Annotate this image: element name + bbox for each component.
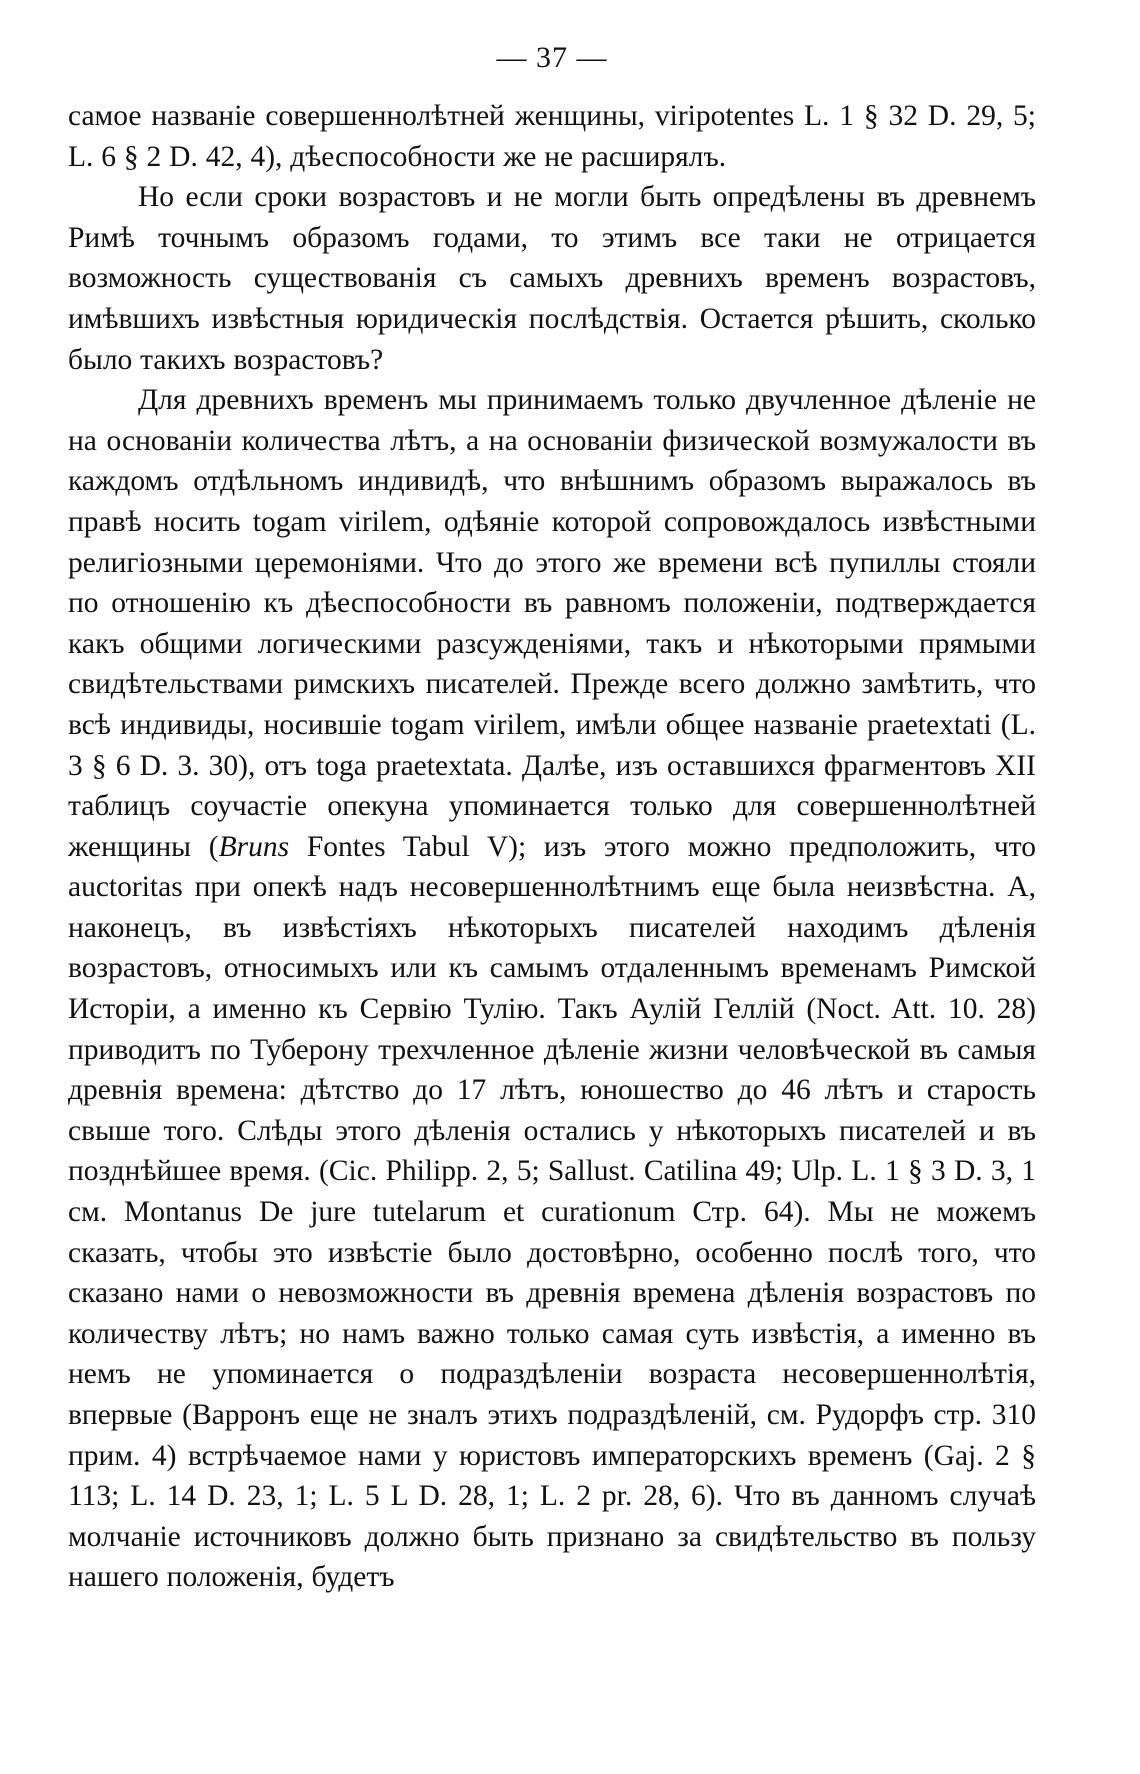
paragraph-1-continuation: самое названіе совершеннолѣтней женщины, viripotentes L. 1 § 32 D. 29, 5; L. 6 § 2 D. 42, 4), дѣеспособности же не расширялъ. [68, 100, 1036, 173]
paragraph-3-text-after: Fontes Tabul V); изъ этого можно предположить, что auctoritas при опекѣ надъ несовершеннолѣтнимъ еще была неизвѣстна. А, наконецъ, въ извѣстіяхъ нѣкоторыхъ писателей находимъ дѣленія возрастовъ, относимыхъ или къ самымъ отдаленнымъ временамъ Римской Исторіи, а именно къ Сервію Тулію. Такъ Аулій Геллій (Noct. Att. 10. 28) приводитъ по Туберону трехчленное дѣленіе жизни человѣческой въ самыя древнія времена: дѣтство до 17 лѣтъ, юношество до 46 лѣтъ и старость свыше того. Слѣды этого дѣленія остались у нѣкоторыхъ писателей и въ позднѣйшее время. (Cic. Philipp. 2, 5; Sallust. Catilina 49; Ulp. L. 1 § 3 D. 3, 1 см. Montanus De jure tutelarum et curationum Стр. 64). Мы не можемъ сказать, чтобы это извѣстіе было достовѣрно, особенно послѣ того, что сказано нами о невозможности въ древнія времена дѣленія возрастовъ по количеству лѣтъ; но намъ важно только самая суть извѣстія, а именно въ немъ не упоминается о подраздѣленіи возраста несовершеннолѣтія, впервые (Варронъ еще не зналъ этихъ подраздѣленій, см. Рудорфъ стр. 310 прим. 4) встрѣчаемое нами у юристовъ императорскихъ временъ (Gaj. 2 § 113; L. 14 D. 23, 1; L. 5 L D. 28, 1; L. 2 pr. 28, 6). Что въ данномъ случаѣ молчаніе источниковъ должно быть признано за свидѣтельство въ пользу нашего положенія, будетъ [68, 830, 1037, 1594]
document-page [68, 38, 1036, 1598]
paragraph-3-ancient-division [68, 380, 1036, 1598]
paragraph-3-italic-author: Bruns [218, 830, 290, 863]
paragraph-3-text-before: Для древнихъ временъ мы принимаемъ только двучленное дѣленіе не на основаніи количества лѣтъ, а на основаніи физической возмужалости въ каждомъ отдѣльномъ индивидѣ, что внѣшнимъ образомъ выражалось въ правѣ носить togam virilem, одѣяніе которой сопровождалось извѣстными религіозными церемоніями. Что до этого же времени всѣ пупиллы стояли по отношенію къ дѣеспособности въ равномъ положеніи, подтверждается какъ общими логическими разсужденіями, такъ и нѣкоторыми прямыми свидѣтельствами римскихъ писателей. Прежде всего должно замѣтить, что всѣ индивиды, носившіе togam virilem, имѣли общее названіе praetextati (L. 3 § 6 D. 3. 30), отъ toga praetextata. Далѣе, изъ оставшихся фрагментовъ XII таблицъ соучастіе опекуна упоминается только для совершеннолѣтней женщины ( [68, 384, 1036, 863]
page-number: — 37 — [496, 41, 608, 74]
paragraph-2-ages-question: Но если сроки возрастовъ и не могли быть опредѣлены въ древнемъ Римѣ точнымъ образомъ годами, то этимъ все таки не отрицается возможность существованія съ самыхъ древнихъ временъ возрастовъ, имѣвшихъ извѣстныя юридическія послѣдствія. Остается рѣшить, сколько было такихъ возрастовъ? [68, 181, 1036, 376]
